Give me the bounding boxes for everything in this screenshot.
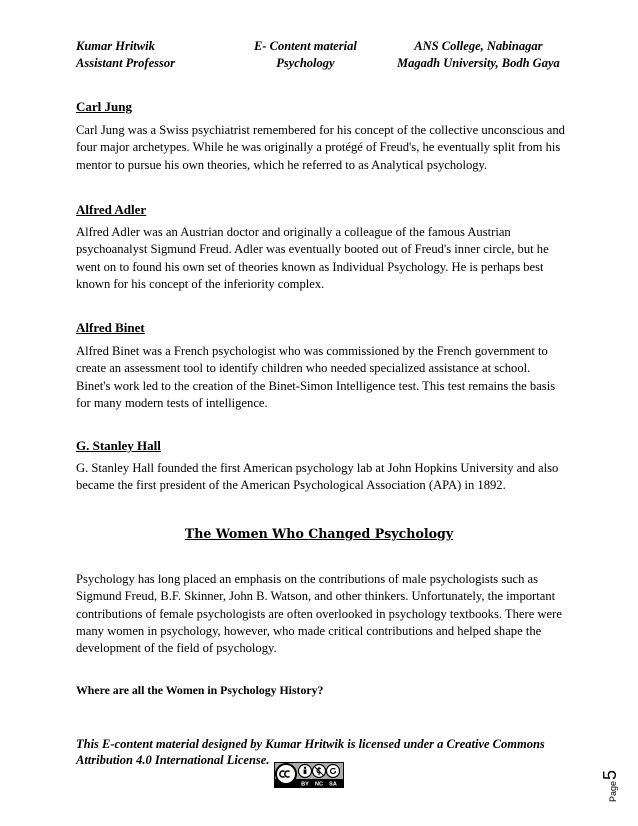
cc-nc-label: NC	[315, 781, 323, 788]
paragraph-line: psychoanalyst Sigmund Freud. Adler was eventually booted out of Freud's inner circle, but he	[76, 242, 549, 257]
paragraph-alfred-binet	[76, 343, 568, 412]
header-subject	[254, 38, 357, 71]
heading-alfred-adler: Alfred Adler	[76, 202, 147, 217]
header-subject-name: Psychology	[276, 55, 335, 70]
paragraph-line: went on to found his own set of theories known as Individual Psychology. He is perhaps best	[76, 259, 544, 274]
header-college: ANS College, Nabinagar	[414, 39, 543, 53]
paragraph-line: Binet's work led to the creation of the Binet-Simon Intelligence test. This test remains the basis	[76, 378, 556, 393]
paragraph-women-intro	[76, 571, 568, 657]
paragraph-line: development of the field of psychology.	[76, 641, 277, 656]
cc-logo-icon	[276, 764, 296, 784]
paragraph-g-stanley-hall	[76, 460, 568, 495]
question-heading: Where are all the Women in Psychology History?	[76, 683, 324, 697]
heading-alfred-binet: Alfred Binet	[76, 320, 145, 335]
attribution-icon	[299, 765, 312, 778]
paragraph-line: four major archetypes. While he was originally a protégé of Freud's, he eventually split from his	[76, 140, 561, 155]
paragraph-line: many women in psychology, however, who made critical contributions and helped shape the	[76, 623, 542, 638]
header-author-title: Assistant Professor	[76, 55, 175, 70]
paragraph-line: known for his concept of the inferiority complex.	[76, 276, 325, 291]
cc-sa-label: SA	[329, 781, 337, 788]
header-author	[76, 38, 175, 71]
section-title: The Women Who Changed Psychology	[184, 526, 454, 541]
sharealike-icon	[327, 765, 340, 778]
license-line: Attribution 4.0 International License.	[76, 753, 270, 767]
header-author-name: Kumar Hritwik	[76, 39, 155, 53]
page-word: Page	[608, 780, 618, 802]
cc-license-badge[interactable]	[274, 762, 344, 788]
paragraph-line: Carl Jung was a Swiss psychiatrist remembered for his concept of the collective unconscious and	[76, 123, 565, 137]
header-university: Magadh University, Bodh Gaya	[397, 55, 560, 70]
paragraph-line: mentor to pursue his own theories, which he referred to as Analytical psychology.	[76, 157, 488, 172]
noncommercial-icon	[313, 765, 326, 778]
cc-by-label: BY	[301, 781, 309, 788]
paragraph-line: create an assessment tool to identify children who needed specialized assistance at school.	[76, 361, 531, 376]
header-material: E- Content material	[254, 39, 357, 53]
heading-g-stanley-hall: G. Stanley Hall	[76, 438, 161, 453]
paragraph-line: became the first president of the American Psychological Association (APA) in 1892.	[76, 478, 506, 493]
paragraph-line: for many modern tests of intelligence.	[76, 395, 268, 410]
page-number	[600, 758, 628, 804]
paragraph-line: G. Stanley Hall founded the first American psychology lab at John Hopkins University and also	[76, 461, 559, 475]
heading-carl-jung: Carl Jung	[76, 99, 132, 114]
paragraph-line: Alfred Adler was an Austrian doctor and originally a colleague of the famous Austrian	[76, 225, 511, 239]
paragraph-line: Sigmund Freud, B.F. Skinner, John B. Watson, and other thinkers. Unfortunately, the important	[76, 589, 556, 604]
paragraph-line: contributions of female psychologists are often overlooked in psychology textbooks. There were	[76, 606, 562, 621]
paragraph-alfred-adler	[76, 224, 568, 293]
paragraph-line: Psychology has long placed an emphasis on the contributions of male psychologists such as	[76, 572, 539, 586]
license-line: This E-content material designed by Kumar Hritwik is licensed under a Creative Commons	[76, 737, 545, 751]
paragraph-line: Alfred Binet was a French psychologist who was commissioned by the French government to	[76, 344, 548, 358]
header-institution	[397, 38, 560, 71]
paragraph-carl-jung	[76, 122, 568, 174]
page-number-value: 5	[600, 769, 620, 780]
